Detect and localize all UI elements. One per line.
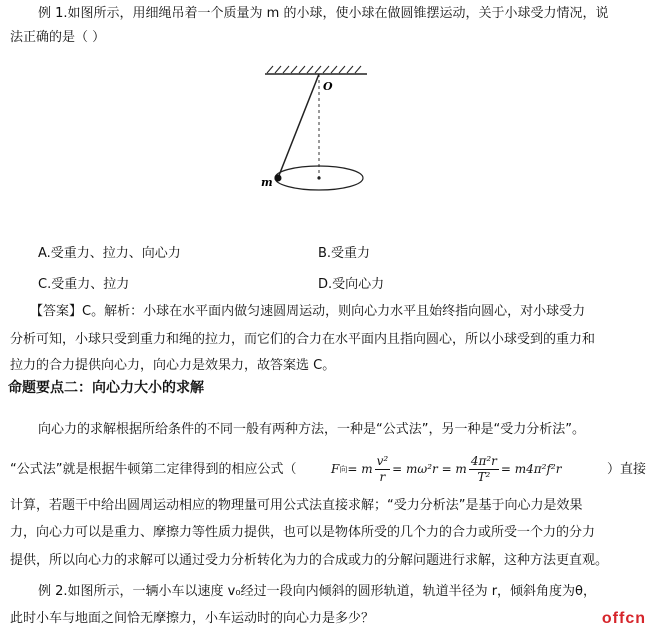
section-para-line1: 向心力的求解根据所给条件的不同一般有两种方法，一种是“公式法”，另一种是“受力分析法”。	[38, 422, 585, 437]
option-a: A.受重力、拉力、向心力	[38, 246, 181, 261]
option-d: D.受向心力	[318, 277, 385, 292]
formula-f-sub: 向	[339, 464, 348, 474]
option-c: C.受重力、拉力	[38, 277, 130, 292]
mass-m-label: m	[261, 176, 273, 189]
example2-line2: 此时小车与地面之间恰无摩擦力，小车运动时的向心力是多少？	[10, 611, 375, 626]
example2-line1: 例 2.如图所示，一辆小车以速度 v₀经过一段向内倾斜的圆形轨道，轨道半径为 r，倾斜角度为θ，	[38, 584, 597, 599]
option-b: B.受重力	[318, 246, 371, 261]
answer-line3: 拉力的合力提供向心力，向心力是效果力，故答案选 C。	[10, 358, 336, 373]
formula-f: F	[331, 462, 340, 476]
formula-num: 4π²r	[470, 453, 497, 468]
section-para-line5: 提供，所以向心力的求解可以通过受力分析转化为力的合成或力的分解问题进行求解，这种方法更直观。	[10, 553, 609, 568]
answer-line2: 分析可知，小球只受到重力和绳的拉力，而它们的合力在水平面内且指向圆心，所以小球受到的重力和	[10, 332, 596, 347]
example1-question-line1: 例 1.如图所示，用细绳吊着一个质量为 m 的小球，使小球在做圆锥摆运动，关于小球受力情况，说	[38, 6, 609, 21]
section-para-line2-post: ）直接	[607, 462, 647, 477]
example1-question-line2: 法正确的是（ ）	[10, 30, 106, 45]
section-para-line2-pre: “公式法”就是根据牛顿第二定律得到的相应公式（	[10, 462, 297, 477]
conical-pendulum-figure	[255, 64, 385, 204]
formula-eq3: = m4π²f²r	[500, 462, 562, 476]
formula-eq2: = mω²r = m	[392, 462, 467, 476]
point-o-label: O	[323, 80, 333, 93]
formula-eq1: = m	[347, 462, 373, 476]
centripetal-force-formula	[331, 447, 561, 491]
answer-line1: 【答案】C。解析：小球在水平面内做匀速圆周运动，则向心力水平且始终指向圆心，对小球受力	[30, 304, 586, 319]
section-para-line4: 力，向心力可以是重力、摩擦力等性质力提供，也可以是物体所受的几个力的合力或所受一个力的分力	[10, 525, 596, 540]
section-heading: 命题要点二：向心力大小的求解	[8, 380, 204, 396]
offcn-watermark: offcn	[601, 610, 646, 627]
formula-v2: v²	[376, 453, 389, 468]
section-para-line3: 计算，若题干中给出圆周运动相应的物理量可用公式法直接求解；“受力分析法”是基于向心力是效果	[10, 498, 583, 513]
formula-den: T²	[477, 469, 491, 484]
formula-r: r	[379, 469, 386, 484]
